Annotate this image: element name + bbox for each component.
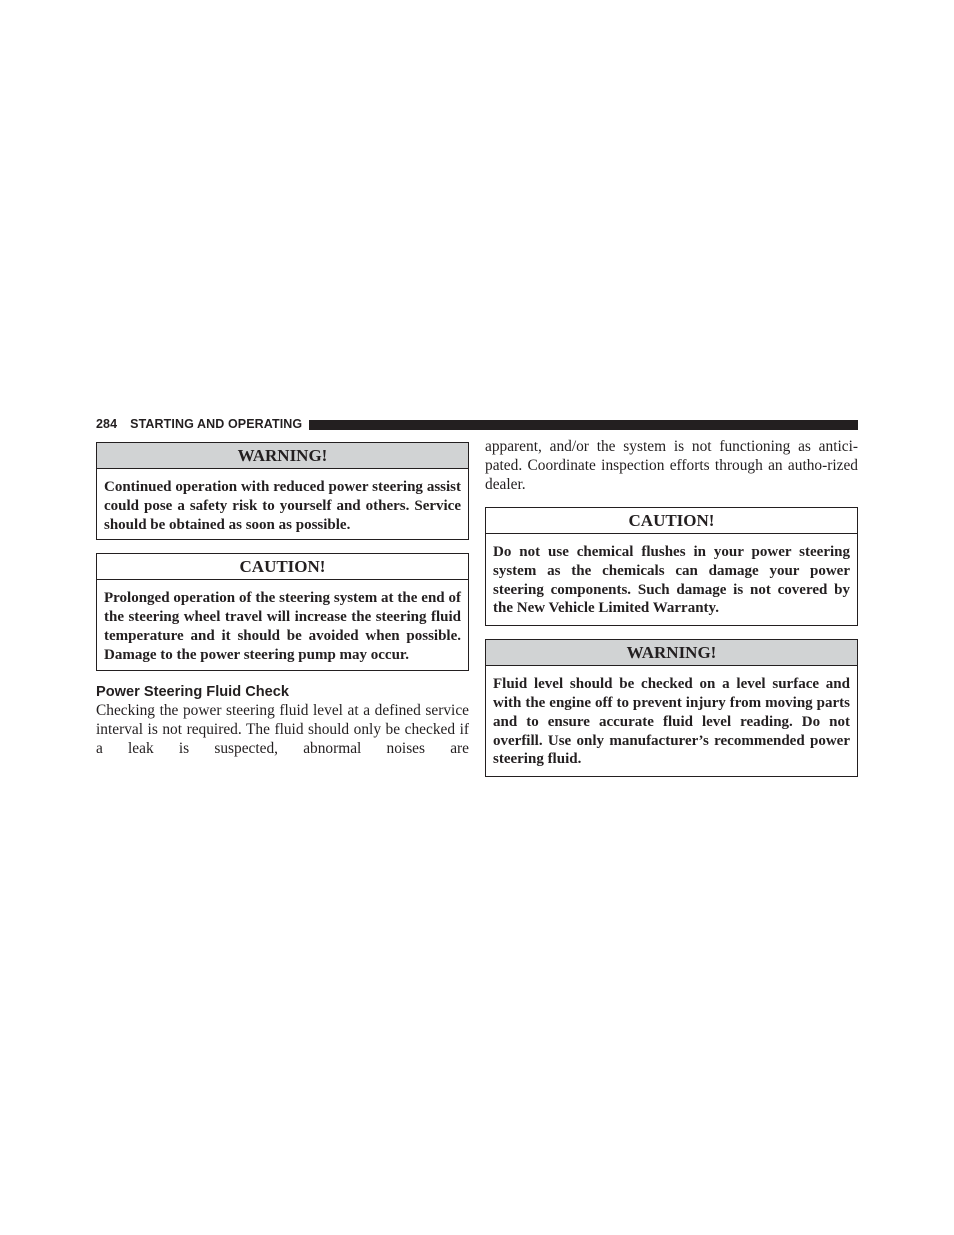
caution-box-title: CAUTION! bbox=[97, 554, 468, 580]
warning-box-title: WARNING! bbox=[486, 640, 857, 666]
caution-box-steering-travel bbox=[96, 553, 469, 670]
caution-box-text: Do not use chemical flushes in your power steering system as the chemicals can damage your power steering components. Such damage is not covered by the New Vehicle Limited Warranty. bbox=[493, 544, 850, 617]
warning-box-text: Continued operation with reduced power steering assist could pose a safety risk to yourself and others. Service should be obtained as soon as possible. bbox=[104, 479, 461, 533]
caution-box-text: Prolonged operation of the steering system at the end of the steering wheel travel will increase the steering fluid temperature and it should be avoided when possible. Damage to the power steering pump may occur. bbox=[104, 590, 461, 663]
section-title: STARTING AND OPERATING bbox=[130, 417, 303, 431]
fluid-check-paragraph-continued: apparent, and/or the system is not functioning as antici-pated. Coordinate inspection efforts through an autho-rized dealer. bbox=[485, 438, 858, 493]
page-header bbox=[96, 417, 858, 432]
header-rule bbox=[309, 420, 858, 430]
page-number: 284 bbox=[96, 417, 118, 431]
section-subheading: Power Steering Fluid Check bbox=[96, 683, 290, 700]
warning-box-title: WARNING! bbox=[97, 443, 468, 469]
fluid-check-paragraph: Checking the power steering fluid level at a defined service interval is not required. The fluid should only be checked if a leak is suspected, abnormal noises are bbox=[96, 701, 469, 757]
caution-box-title: CAUTION! bbox=[486, 508, 857, 534]
warning-box-text: Fluid level should be checked on a level surface and with the engine off to prevent injury from moving parts and to ensure accurate fluid level reading. Do not overfill. Use only manufacturer’s recommended power steering fluid. bbox=[493, 676, 850, 768]
warning-box-steering-assist bbox=[96, 442, 469, 540]
warning-box-fluid-level bbox=[485, 639, 858, 777]
right-column bbox=[485, 438, 858, 790]
left-column bbox=[96, 442, 469, 758]
caution-box-chemical-flushes bbox=[485, 507, 858, 626]
